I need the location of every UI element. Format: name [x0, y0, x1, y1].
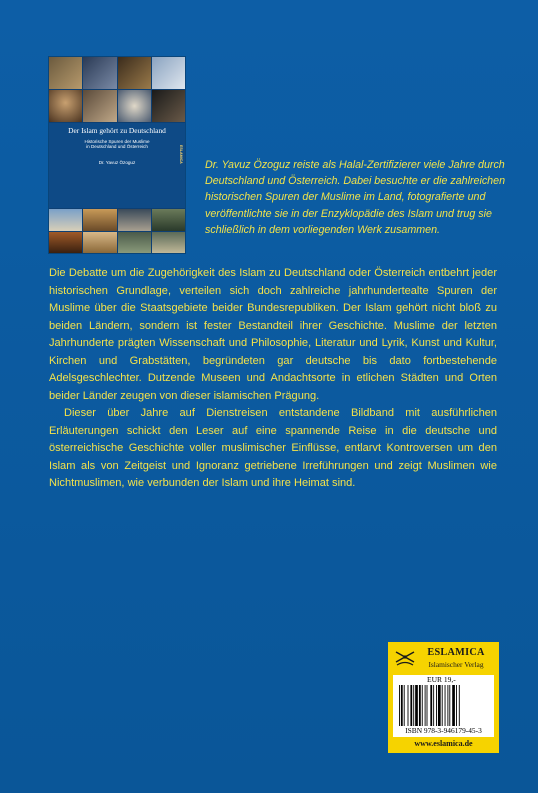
price: EUR 19,- — [427, 675, 456, 684]
photo-tile — [152, 57, 185, 89]
barcode — [397, 685, 490, 726]
book-cover-thumbnail — [49, 57, 185, 253]
photo-tile — [83, 90, 116, 122]
description-paragraph: Die Debatte um die Zugehörigkeit des Islam zu Deutschland oder Österreich entbehrt jeder historischen Grundlage, verteilen sich doch zahlreiche jahrhundertealte Spuren der Muslime über die Staatsgebiete beider Bundesrepubliken. Der Islam gehört nicht bloß zu beiden Ländern, sondern ist fester Bestandteil ihrer Geschichte. Muslime der letzten Jahrhunderte prägten Wissenschaft und Philosophie, Literatur und Lyrik, Kunst und Kultur, Kirchen und Grabstätten, begründeten gar deutsche bis dato fortbestehende Adelsgeschlechter. Dutzende Museen und Andachtsorte in etlichen Städten und Orten beider Länder zeugen von dieser islamischen Prägung. — [49, 267, 497, 402]
photo-tile — [118, 232, 151, 253]
book-description — [49, 265, 497, 493]
thumbnail-subtitle: Historische Spuren der Muslime in Deutschland und Österreich — [84, 139, 150, 150]
author-blurb: Dr. Yavuz Özoguz reiste als Halal-Zertifizierer viele Jahre durch Deutschland und Österreich. Dabei besuchte er die zahlreichen historischen Spuren der Muslime im Land, fotografierte und veröffentlichte sie in der Enzyklopädie des Islam und trug sie schließlich in dem vorliegenden Werk zusammen. — [205, 159, 506, 236]
photo-tile — [152, 209, 185, 231]
photo-tile — [83, 232, 116, 253]
publisher-subtitle: Islamischer Verlag — [428, 660, 484, 669]
photo-tile — [118, 209, 151, 231]
thumbnail-title: Der Islam gehört zu Deutschland — [68, 126, 166, 135]
photo-tile — [83, 57, 116, 89]
photo-tile — [49, 90, 82, 122]
photo-tile — [49, 209, 82, 231]
thumbnail-title-band — [49, 123, 185, 208]
thumbnail-photo-row — [49, 232, 185, 253]
isbn: ISBN 978-3-946179-45-3 — [405, 726, 482, 735]
publisher-website: www.eslamica.de — [414, 739, 473, 748]
publisher-logo-icon — [394, 648, 416, 670]
photo-tile — [152, 90, 185, 122]
photo-tile — [118, 57, 151, 89]
publisher-name: ESLAMICA — [427, 647, 485, 658]
thumbnail-photo-row — [49, 57, 185, 89]
thumbnail-photo-row — [49, 90, 185, 122]
thumbnail-author: Dr. Yavuz Özoguz — [98, 160, 136, 165]
publisher-barcode-box — [388, 642, 499, 753]
thumbnail-photo-row — [49, 209, 185, 231]
photo-tile — [83, 209, 116, 231]
description-paragraph: Dieser über Jahre auf Dienstreisen entstandene Bildband mit ausführlichen Erläuterungen schickt den Leser auf eine spannende Reise in die deutsche und österreichische Geschichte voller muslimischer Einflüsse, entlarvt Kontroversen um den Islam als von Zeitgeist und Ignoranz getriebene Irreführungen und zeigt Muslimen wie Nichtmuslimen, wie verbunden der Islam und ihre Heimat sind. — [49, 407, 497, 489]
photo-tile — [118, 90, 151, 122]
barcode-label — [393, 675, 494, 737]
photo-tile — [152, 232, 185, 253]
photo-tile — [49, 57, 82, 89]
photo-tile — [49, 232, 82, 253]
thumbnail-spine-publisher: ESLAMICA — [179, 145, 183, 164]
